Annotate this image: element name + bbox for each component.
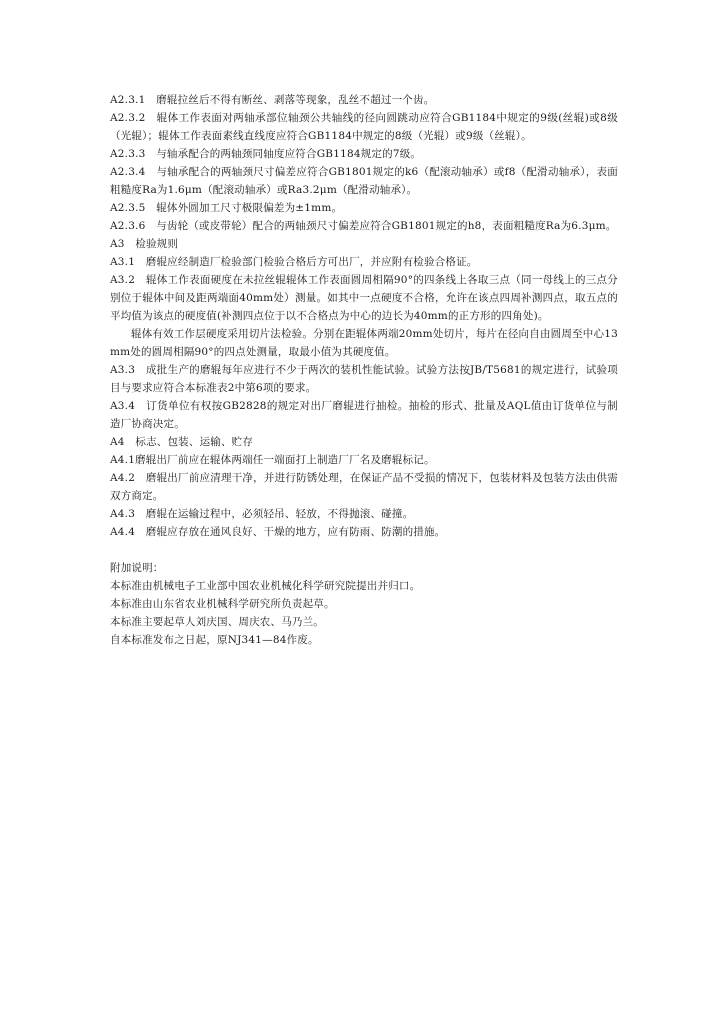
notes-line: 本标准由山东省农业机械科学研究所负责起草。 xyxy=(110,598,335,610)
clause-a2-3-2: A2.3.2 辊体工作表面对两轴承部位轴颈公共轴线的径向圆跳动应符合GB1184中规定的9级(丝辊)或8级（光辊）；辊体工作表面素线直线度应符合GB1184中规定的8级（光辊）或9级（丝辊）。 xyxy=(110,112,618,142)
spacer xyxy=(110,541,618,559)
clause-a2-3-6: A2.3.6 与齿轮（或皮带轮）配合的两轴颈尺寸偏差应符合GB1801规定的h8，表面粗糙度Ra为6.3μm。 xyxy=(110,220,617,232)
clause-a3-2: A3.2 辊体工作表面硬度在未拉丝辊辊体工作表面圆周相隔90°的四条线上各取三点（同一母线上的三点分别位于辊体中间及距两端面40mm处）测量。如其中一点硬度不合格，允许在该点四周补测四点，取五点的平均值为该点的硬度值(补测四点位于以不合格点为中心的边长为40mm的正方形的四角处)。 xyxy=(110,274,618,322)
clause-a4-2: A4.2 磨辊出厂前应清理干净，并进行防锈处理，在保证产品不受损的情况下，包装材料及包装方法由供需双方商定。 xyxy=(110,472,618,502)
clause-a2-3-5: A2.3.5 辊体外圆加工尺寸极限偏差为±1mm。 xyxy=(110,202,343,214)
clause-a2-3-4: A2.3.4 与轴承配合的两轴颈尺寸偏差应符合GB1801规定的k6（配滚动轴承）或f8（配滑动轴承），表面粗糙度Ra为1.6μm（配滚动轴承）或Ra3.2μm（配滑动轴承）。 xyxy=(110,166,618,196)
clause-a2-3-1: A2.3.1 磨辊拉丝后不得有断丝、剥落等现象，乱丝不超过一个齿。 xyxy=(110,94,435,106)
clause-a4-1: A4.1磨辊出厂前应在辊体两端任一端面打上制造厂厂名及磨辊标记。 xyxy=(110,454,435,466)
section-heading-a3: A3 检验规则 xyxy=(110,238,179,250)
section-heading-a4: A4 标志、包装、运输、贮存 xyxy=(110,436,254,448)
notes-line: 自本标准发布之日起，原NJ341—84作废。 xyxy=(110,634,319,646)
notes-line: 本标准主要起草人刘庆国、周庆农、马乃兰。 xyxy=(110,616,324,628)
clause-a3-4: A3.4 订货单位有权按GB2828的规定对出厂磨辊进行抽检。抽检的形式、批量及AQL值由订货单位与制造厂协商决定。 xyxy=(110,400,618,430)
notes-title: 附加说明： xyxy=(110,562,164,574)
clause-a3-3: A3.3 成批生产的磨辊每年应进行不少于两次的装机性能试验。试验方法按JB/T5681的规定进行，试验项目与要求应符合本标准表2中第6项的要求。 xyxy=(110,364,618,394)
document-body xyxy=(110,91,618,649)
clause-a4-3: A4.3 磨辊在运输过程中，必须轻吊、轻放，不得抛滚、碰撞。 xyxy=(110,508,414,520)
notes-line: 本标准由机械电子工业部中国农业机械化科学研究院提出并归口。 xyxy=(110,580,421,592)
clause-a3-2-continued: 辊体有效工作层硬度采用切片法检验。分别在距辊体两端20mm处切片，每片在径向自由圆周至中心13mm处的圆周相隔90°的四点处测量，取最小值为其硬度值。 xyxy=(110,328,618,358)
clause-a4-4: A4.4 磨辊应存放在通风良好、干燥的地方，应有防雨、防潮的措施。 xyxy=(110,526,446,538)
clause-a2-3-3: A2.3.3 与轴承配合的两轴颈同轴度应符合GB1184规定的7级。 xyxy=(110,148,422,160)
clause-a3-1: A3.1 磨辊应经制造厂检验部门检验合格后方可出厂，并应附有检验合格证。 xyxy=(110,256,478,268)
